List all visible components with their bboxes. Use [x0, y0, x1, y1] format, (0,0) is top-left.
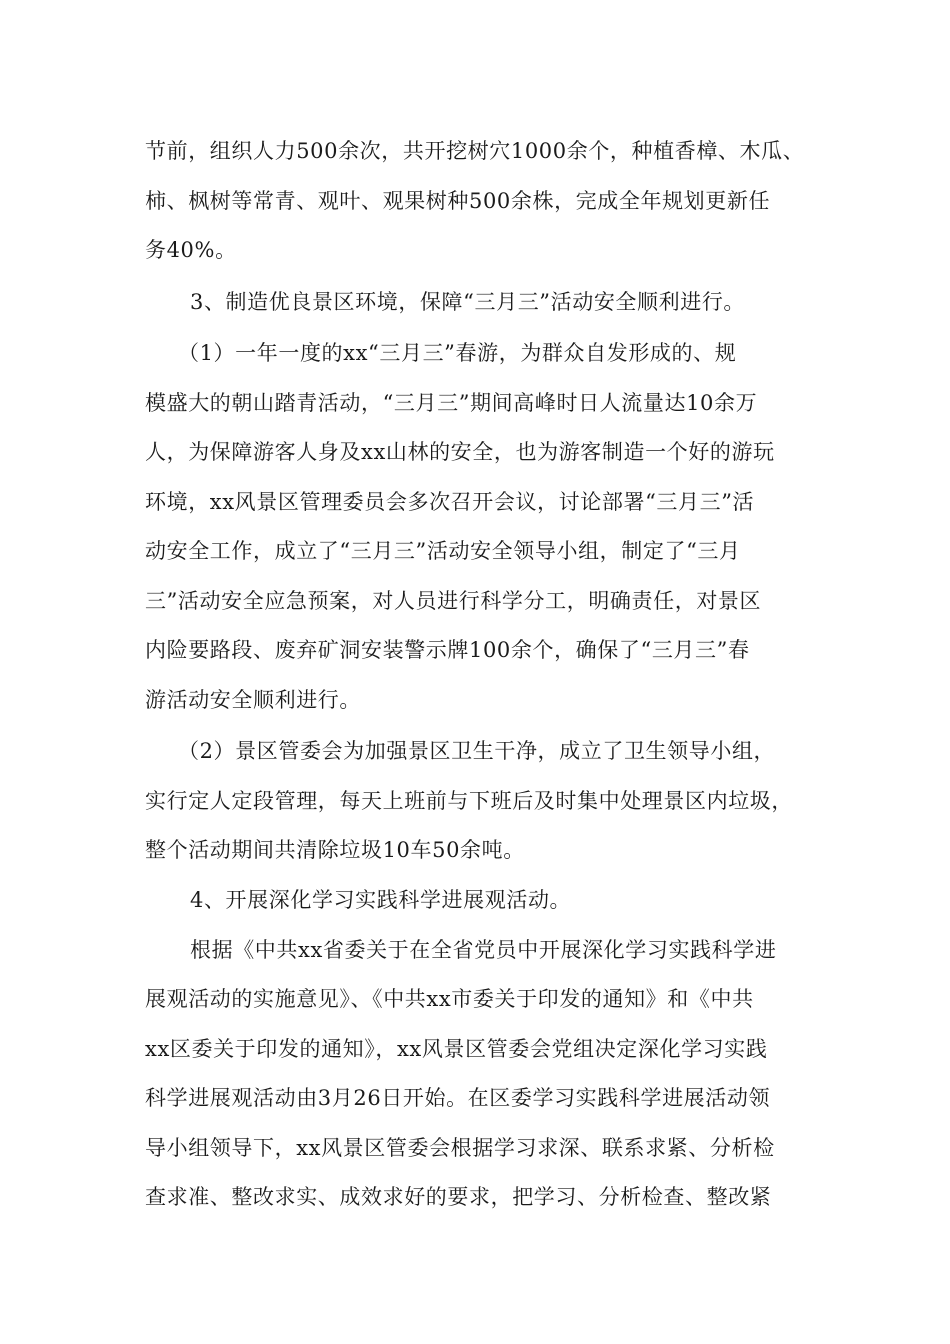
text-line: xx区委关于印发的通知》，xx风景区管委会党组决定深化学习实践: [145, 1037, 768, 1061]
text-line: 模盛大的朝山踏青活动，“三月三”期间高峰时日人流量达10余万: [145, 391, 758, 415]
text-line: 内险要路段、废弃矿洞安装警示牌100余个，确保了“三月三”春: [145, 638, 750, 662]
paragraph-start: （2）景区管委会为加强景区卫生干净，成立了卫生领导小组，: [178, 739, 776, 763]
text-line: 人，为保障游客人身及xx山林的安全，也为游客制造一个好的游玩: [145, 440, 775, 464]
text-line: 柿、枫树等常青、观叶、观果树种500余株，完成全年规划更新任: [145, 189, 771, 213]
text-line: 整个活动期间共清除垃圾10车50余吨。: [145, 838, 525, 862]
text-line: 科学进展观活动由3月26日开始。在区委学习实践科学进展活动领: [145, 1086, 771, 1110]
text-line: 展观活动的实施意见》、《中共xx市委关于印发的通知》和《中共: [145, 987, 754, 1011]
section-heading: 3、制造优良景区环境，保障“三月三”活动安全顺利进行。: [190, 290, 746, 314]
text-line: 动安全工作，成立了“三月三”活动安全领导小组，制定了“三月: [145, 539, 741, 563]
paragraph-start: （1）一年一度的xx“三月三”春游，为群众自发形成的、规: [178, 341, 737, 365]
text-line: 环境，xx风景区管理委员会多次召开会议，讨论部署“三月三”活: [145, 490, 755, 514]
text-line: 导小组领导下，xx风景区管委会根据学习求深、联系求紧、分析检: [145, 1136, 775, 1160]
text-line: 查求准、整改求实、成效求好的要求，把学习、分析检查、整改紧: [145, 1185, 772, 1209]
text-line: 实行定人定段管理，每天上班前与下班后及时集中处理景区内垃圾，: [145, 789, 793, 813]
text-line: 游活动安全顺利进行。: [145, 688, 361, 712]
text-line: 三”活动安全应急预案，对人员进行科学分工，明确责任，对景区: [145, 589, 762, 613]
text-line: 务40%。: [145, 238, 237, 262]
text-line: 节前，组织人力500余次，共开挖树穴1000余个，种植香樟、木瓜、: [145, 139, 805, 163]
paragraph-start: 根据《中共xx省委关于在全省党员中开展深化学习实践科学进: [190, 938, 777, 962]
section-heading: 4、开展深化学习实践科学进展观活动。: [190, 888, 572, 912]
